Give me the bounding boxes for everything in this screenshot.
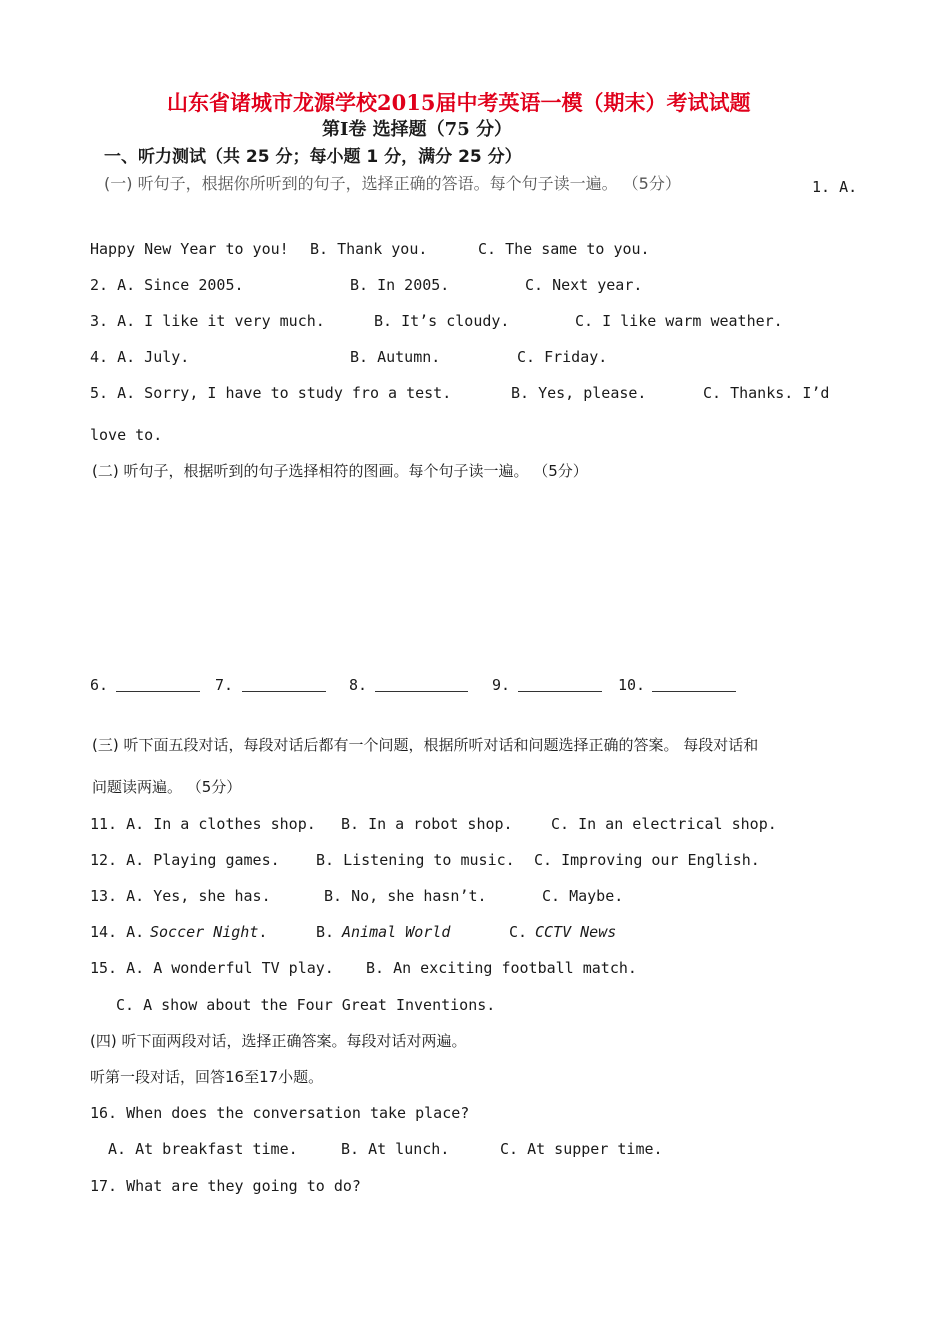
part2-instruction: (二) 听句子，根据听到的句子选择相符的图画。每个句子读一遍。 （5分） bbox=[92, 462, 588, 480]
blank-9-number: 9. bbox=[492, 676, 511, 694]
answer-blank-7[interactable] bbox=[242, 691, 326, 692]
section-heading-listening: 一、听力测试（共 25 分；每小题 1 分，满分 25 分） bbox=[104, 147, 522, 167]
blank-10-number: 10. bbox=[618, 676, 646, 694]
blank-7-number: 7. bbox=[215, 676, 234, 694]
q1-option-a: Happy New Year to you! bbox=[90, 240, 289, 258]
q14-option-b-label: B. bbox=[316, 923, 335, 941]
q14-option-c-label: C. bbox=[509, 923, 528, 941]
q5-option-c: C. Thanks. I’d bbox=[703, 384, 830, 402]
q14-option-b bbox=[342, 922, 450, 942]
q15-option-b: B. An exciting football match. bbox=[366, 959, 637, 977]
q12-option-a: 12. A. Playing games. bbox=[90, 851, 280, 869]
answer-blank-10[interactable] bbox=[652, 691, 736, 692]
q16-option-c: C. At supper time. bbox=[500, 1140, 663, 1158]
q16-option-b: B. At lunch. bbox=[341, 1140, 450, 1158]
q13-option-b: B. No, she hasn’t. bbox=[324, 887, 487, 905]
q2-option-a: 2. A. Since 2005. bbox=[90, 276, 244, 294]
answer-blank-6[interactable] bbox=[116, 691, 200, 692]
q14-option-a-dot: . bbox=[258, 923, 268, 941]
blank-8-number: 8. bbox=[349, 676, 368, 694]
part4-sub-instruction: 听第一段对话，回答16至17小题。 bbox=[90, 1068, 324, 1086]
q1-option-c: C. The same to you. bbox=[478, 240, 650, 258]
q4-option-a: 4. A. July. bbox=[90, 348, 190, 366]
q12-option-c: C. Improving our English. bbox=[534, 851, 760, 869]
q13-option-c: C. Maybe. bbox=[542, 887, 624, 905]
q11-option-a: 11. A. In a clothes shop. bbox=[90, 815, 316, 833]
q1-number: 1. A. bbox=[812, 178, 858, 196]
q4-option-c: C. Friday. bbox=[517, 348, 608, 366]
q2-option-c: C. Next year. bbox=[525, 276, 643, 294]
q16-option-a: A. At breakfast time. bbox=[108, 1140, 298, 1158]
blank-6-number: 6. bbox=[90, 676, 109, 694]
exam-title: 山东省诸城市龙源学校2015届中考英语一模（期末）考试试题 bbox=[167, 90, 751, 115]
answer-blank-9[interactable] bbox=[518, 691, 602, 692]
q14-option-a-title: Soccer Night bbox=[150, 923, 259, 941]
volume-heading: 第Ⅰ卷 选择题（75 分） bbox=[322, 119, 513, 140]
q17-question: 17. What are they going to do? bbox=[90, 1177, 361, 1195]
part1-instruction: (一) 听句子，根据你所听到的句子，选择正确的答语。每个句子读一遍。 （5分） bbox=[104, 174, 681, 193]
part4-instruction: (四) 听下面两段对话，选择正确答案。每段对话对两遍。 bbox=[90, 1032, 467, 1050]
q1-option-b: B. Thank you. bbox=[310, 240, 428, 258]
q15-option-c: C. A show about the Four Great Inventions. bbox=[116, 996, 496, 1014]
q14-option-b-title: Animal World bbox=[342, 923, 451, 941]
q5-option-a: 5. A. Sorry, I have to study fro a test. bbox=[90, 384, 452, 402]
q14-option-c-title: CCTV News bbox=[535, 923, 617, 941]
q4-option-b: B. Autumn. bbox=[350, 348, 441, 366]
q11-option-c: C. In an electrical shop. bbox=[551, 815, 777, 833]
q14-option-c bbox=[535, 922, 616, 942]
part3-instruction-line2: 问题读两遍。 （5分） bbox=[92, 778, 242, 796]
q15-option-a: 15. A. A wonderful TV play. bbox=[90, 959, 334, 977]
q11-option-b: B. In a robot shop. bbox=[341, 815, 513, 833]
q5-option-c-continued: love to. bbox=[90, 426, 163, 444]
q3-option-c: C. I like warm weather. bbox=[575, 312, 783, 330]
q5-option-b: B. Yes, please. bbox=[511, 384, 647, 402]
q13-option-a: 13. A. Yes, she has. bbox=[90, 887, 271, 905]
q16-question: 16. When does the conversation take place? bbox=[90, 1104, 470, 1122]
q12-option-b: B. Listening to music. bbox=[316, 851, 515, 869]
answer-blank-8[interactable] bbox=[375, 691, 468, 692]
q2-option-b: B. In 2005. bbox=[350, 276, 450, 294]
q3-option-a: 3. A. I like it very much. bbox=[90, 312, 325, 330]
q14-option-a bbox=[150, 922, 267, 942]
q14-number: 14. A. bbox=[90, 923, 145, 941]
part3-instruction-line1: (三) 听下面五段对话，每段对话后都有一个问题，根据所听对话和问题选择正确的答案。 每段对话和 bbox=[92, 736, 759, 754]
q3-option-b: B. It’s cloudy. bbox=[374, 312, 510, 330]
